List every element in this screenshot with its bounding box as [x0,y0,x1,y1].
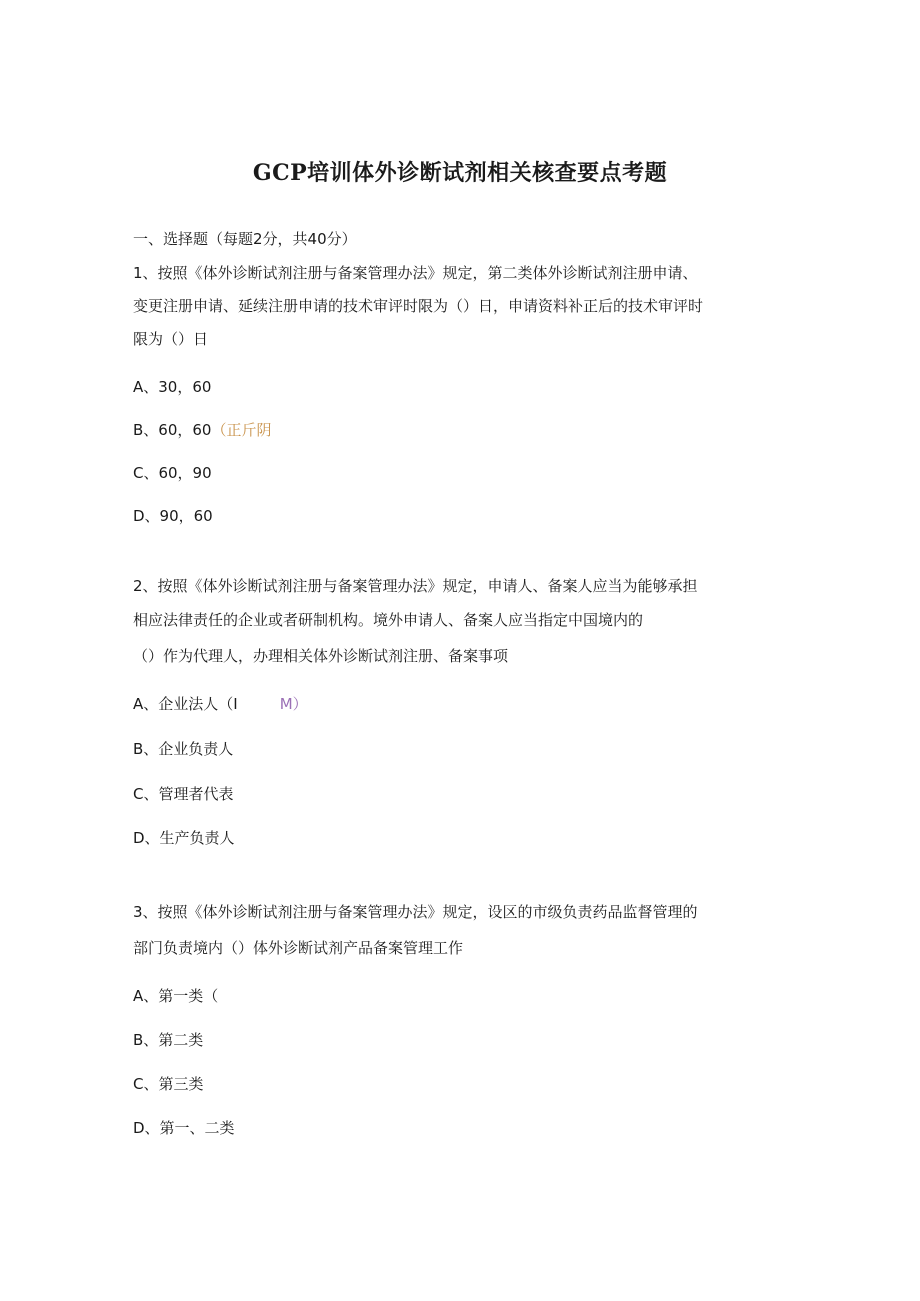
q3-option-d [133,1118,235,1138]
q1-option-b [133,420,271,440]
q3-line-1: 3、按照《体外诊断试剂注册与备案管理办法》规定，设区的市级负责药品监督管理的 [133,903,698,921]
option-label: A、第一类（ [133,987,219,1005]
option-label: C、管理者代表 [133,785,234,803]
answer-note: （正斤阴 [211,421,272,439]
q1-line-3: 限为（）日 [133,330,209,348]
option-label: C、60，90 [133,464,212,482]
q3-option-b [133,1030,203,1050]
q3-line-2: 部门负责境内（）体外诊断试剂产品备案管理工作 [133,939,464,957]
option-label: D、第一、二类 [133,1119,235,1137]
section-heading: 一、选择题（每题2分，共40分） [133,230,357,248]
option-label: B、第二类 [133,1031,204,1049]
q2-line-2: 相应法律责任的企业或者研制机构。境外申请人、备案人应当指定中国境内的 [133,611,644,629]
option-label: A、企业法人（I [133,695,238,713]
q2-option-b [133,739,233,759]
q2-option-a [133,694,308,714]
exam-title: GCP培训体外诊断试剂相关核查要点考题 [252,160,668,186]
option-label: B、企业负责人 [133,740,234,758]
q2-line-1: 2、按照《体外诊断试剂注册与备案管理办法》规定，申请人、备案人应当为能够承担 [133,577,698,595]
option-label: A、30，60 [133,378,212,396]
option-label: C、第三类 [133,1075,204,1093]
option-label: D、生产负责人 [133,829,235,847]
stray-mark: M） [279,695,308,713]
q1-line-2: 变更注册申请、延续注册申请的技术审评时限为（）日，申请资料补正后的技术审评时 [133,297,704,315]
q1-option-d [133,506,213,526]
q2-option-c [133,784,233,804]
q1-line-1: 1、按照《体外诊断试剂注册与备案管理办法》规定，第二类体外诊断试剂注册申请、 [133,264,698,282]
q1-option-c [133,463,212,483]
q2-line-3: （）作为代理人，办理相关体外诊断试剂注册、备案事项 [133,647,509,665]
q2-option-d [133,828,235,848]
option-label: B、60，60 [133,421,212,439]
q1-option-a [133,377,211,397]
q3-option-c [133,1074,203,1094]
q3-option-a [133,986,218,1006]
option-label: D、90，60 [133,507,213,525]
